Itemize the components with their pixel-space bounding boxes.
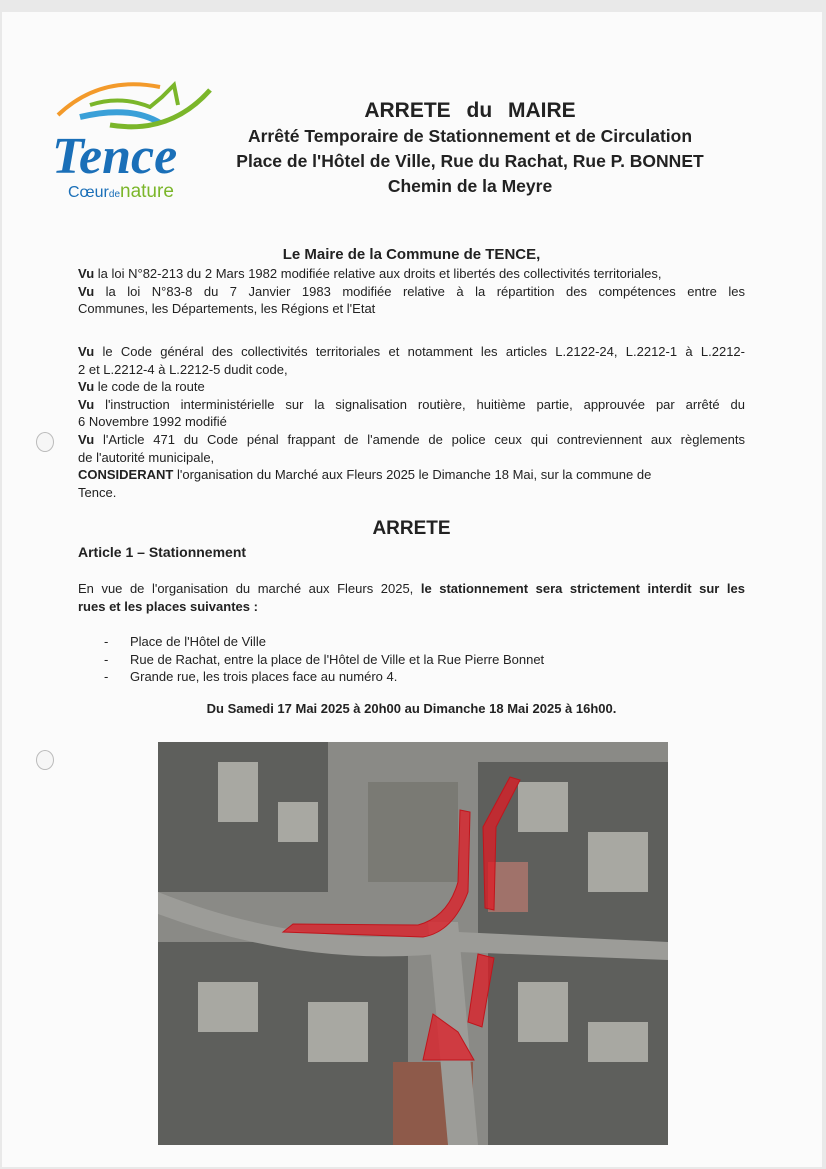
- recital-text: l'organisation du Marché aux Fleurs 2025 le Dimanche 18 Mai, sur la commune de: [176, 467, 652, 483]
- restricted-places-list: [78, 633, 745, 686]
- subtitle-line: Arrêté Temporaire de Stationnement et de Circulation: [247, 126, 693, 146]
- recital-text: le Code général des collectivités territoriales et notamment les articles L.2122-24, L.2212-1 à L.2212-: [102, 344, 745, 359]
- recital-text: le code de la route: [97, 379, 205, 395]
- svg-text:Cœurdenature: Cœurdenature: [68, 181, 174, 202]
- recital-text: l'instruction interministérielle sur la signalisation routière, huitième partie, approuvée par arrêté du: [105, 396, 745, 412]
- tence-logo: [50, 75, 215, 205]
- recital-prefix: Vu: [78, 379, 95, 395]
- list-item: - Place de l'Hôtel de Ville: [104, 634, 266, 649]
- restriction-period: Du Samedi 17 Mai 2025 à 20h00 au Dimanche 18 Mai 2025 à 16h00.: [206, 701, 617, 716]
- list-item: - Grande rue, les trois places face au numéro 4.: [104, 669, 398, 685]
- recital-text: l'Article 471 du Code pénal frappant de l'amende de police ceux qui contreviennent aux règlements: [102, 431, 745, 447]
- recital-continuation: Communes, les Départements, les Régions et l'Etat: [78, 301, 376, 317]
- recital-continuation: Tence.: [78, 484, 117, 500]
- preamble-group-1: [78, 265, 745, 318]
- subtitle-line: Chemin de la Meyre: [387, 176, 553, 196]
- list-item: - Rue de Rachat, entre la place de l'Hôtel de Ville et la Rue Pierre Bonnet: [104, 651, 545, 667]
- article-1-title: Article 1 – Stationnement: [78, 544, 247, 560]
- article-1-intro: En vue de l'organisation du marché aux Fleurs 2025, le stationnement sera strictement interdit sur les rues et les places suivantes :: [78, 581, 745, 614]
- recital-continuation: 2 et L.2212-4 à L.2212-5 dudit code,: [78, 361, 288, 377]
- recital-prefix: Vu: [78, 431, 95, 447]
- subtitle-line: Place de l'Hôtel de Ville, Rue du Rachat, Rue P. BONNET: [236, 151, 704, 171]
- document-title: ARRETE du MAIRE: [364, 99, 576, 122]
- svg-text:Tence: Tence: [52, 128, 178, 185]
- punch-hole: [36, 750, 54, 770]
- preamble-heading: Le Maire de la Commune de TENCE,: [282, 246, 541, 263]
- recital: Vu la loi N°83-8 du 7 Janvier 1983 modifiée relative à la répartition des compétences entre les: [78, 283, 745, 299]
- recital: Vu la loi N°82-213 du 2 Mars 1982 modifiée relative aux droits et libertés des collectivités territoriales,: [78, 266, 662, 281]
- recital-continuation: de l'autorité municipale,: [78, 449, 215, 465]
- punch-hole: [36, 432, 54, 452]
- recital-prefix: CONSIDERANT: [78, 467, 174, 483]
- preamble-group-2: [78, 343, 745, 501]
- recital-prefix: Vu: [78, 344, 95, 359]
- recital-continuation: 6 Novembre 1992 modifié: [78, 414, 227, 430]
- document-title-block: [210, 98, 730, 199]
- decision-heading: ARRETE: [372, 518, 451, 539]
- aerial-map: [158, 742, 668, 1145]
- recital-prefix: Vu: [78, 396, 95, 412]
